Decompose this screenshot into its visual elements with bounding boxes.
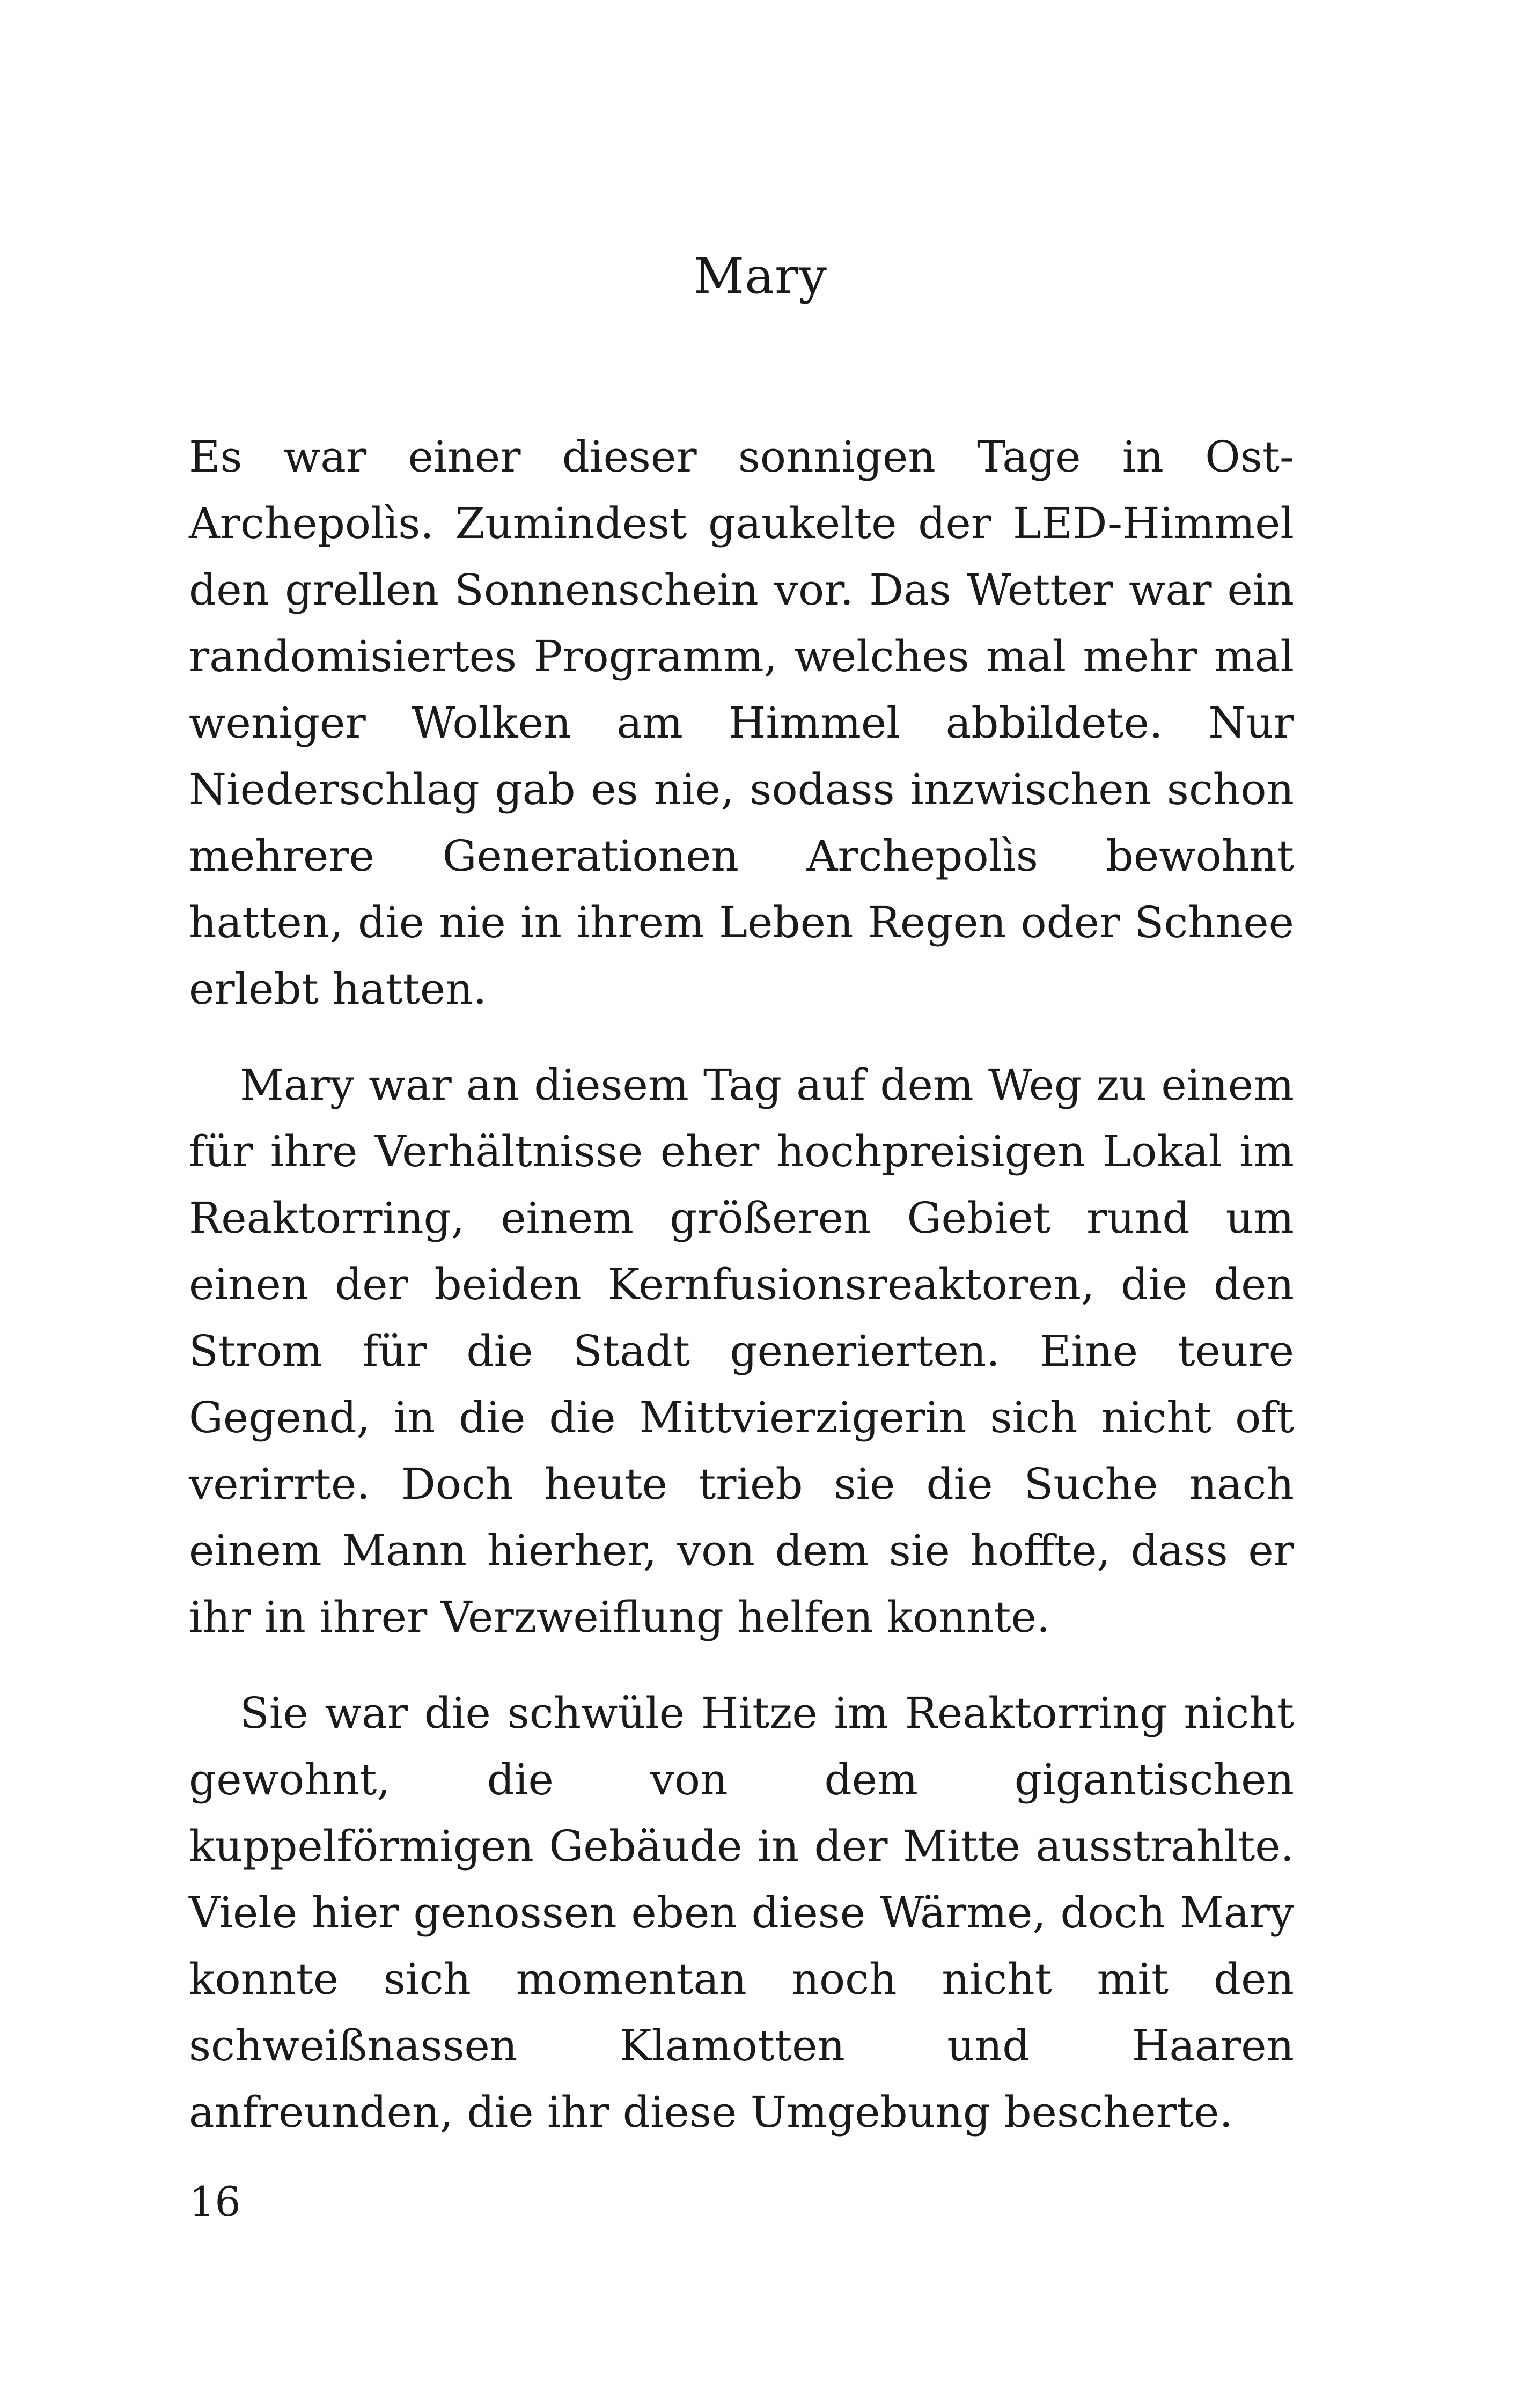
page-number: 16	[189, 2178, 241, 2226]
chapter-title: Mary	[693, 247, 827, 305]
paragraph-1: Es war einer dieser sonnigen Tage in Ost-Archepolìs. Zumindest gaukelte der LED-Himmel den grellen Sonnenschein vor. Das Wetter war ein randomisiertes Programm, welches mal mehr mal weniger Wolken am Himmel abbildete. Nur Niederschlag gab es nie, sodass inzwischen schon mehrere Generationen Archepolìs bewohnt hatten, die nie in ihrem Leben Regen oder Schnee erlebt hatten.	[189, 432, 1294, 1014]
paragraph-2: Mary war an diesem Tag auf dem Weg zu einem für ihre Verhältnisse eher hochpreisigen Lokal im Reaktorring, einem größeren Gebiet rund um einen der beiden Kernfusionsreaktoren, die den Strom für die Stadt generierten. Eine teure Gegend, in die die Mittvierzigerin sich nicht oft verirrte. Doch heute trieb sie die Suche nach einem Mann hierher, von dem sie hoffte, dass er ihr in ihrer Verzweiflung helfen konnte.	[189, 1060, 1294, 1642]
body-text	[189, 424, 1294, 2146]
paragraph-3: Sie war die schwüle Hitze im Reaktorring nicht gewohnt, die von dem gigantischen kuppelförmigen Gebäude in der Mitte ausstrahlte. Viele hier genossen eben diese Wärme, doch Mary konnte sich momentan noch nicht mit den schweißnassen Klamotten und Haaren anfreunden, die ihr diese Umgebung bescherte.	[189, 1688, 1294, 2137]
